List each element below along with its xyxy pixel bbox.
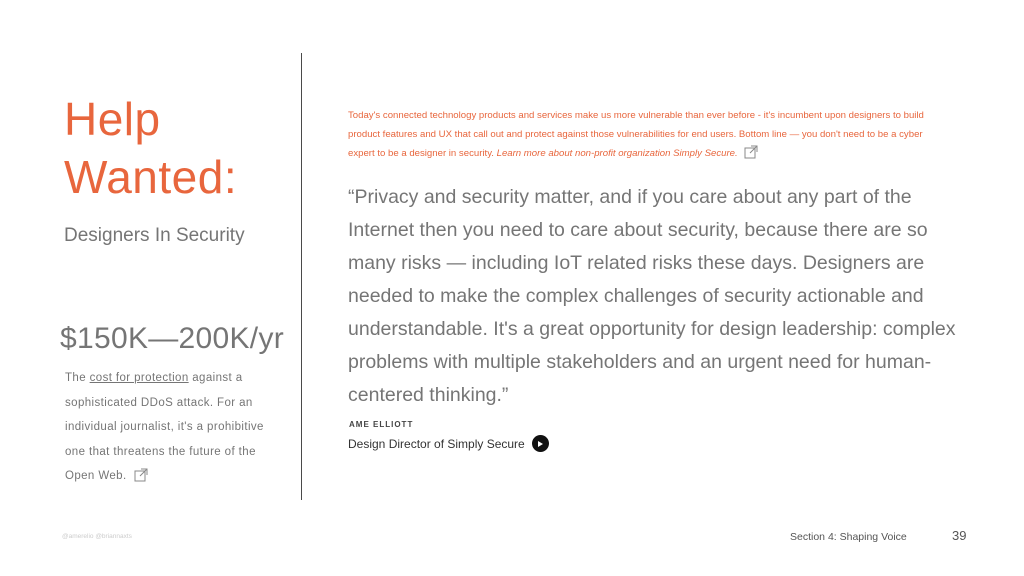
- quote-text: “Privacy and security matter, and if you care about any part of the Internet then you need to care about security, because there are so many risks — including IoT related risks these days. Designers are needed to make the complex challenges of security actionable and understandable. It's a great opportunity for design leadership: complex problems with multiple stakeholders and an urgent need for human-centered thinking.”: [348, 186, 956, 406]
- play-icon[interactable]: [532, 435, 549, 452]
- footer-credit: @amerelio @briannaxts: [62, 533, 132, 540]
- author-name: AME ELLIOTT: [349, 420, 414, 429]
- simply-secure-link[interactable]: Learn more about non-profit organization Simply Secure.: [496, 148, 738, 159]
- title-line-2: Wanted:: [64, 151, 238, 203]
- intro-text: Today's connected technology products and services make us more vulnerable than ever before - it's incumbent upon designers to build product features and UX that call out and protect against those vulnerabilities for end users. Bottom line — you don't need to be a cyber expert to be a designer in security.: [348, 110, 924, 159]
- salary-range: $150K—200K/yr: [60, 322, 285, 355]
- author-role-row: [348, 435, 549, 452]
- cost-for-protection-link[interactable]: cost for protection: [89, 372, 189, 384]
- title-line-1: Help: [64, 93, 161, 145]
- page-number: 39: [952, 528, 967, 543]
- intro-paragraph: [348, 106, 948, 166]
- external-link-icon[interactable]: [744, 145, 758, 166]
- author-role: Design Director of Simply Secure: [348, 436, 525, 451]
- cost-description-prefix: The: [65, 372, 90, 384]
- cost-description: [65, 366, 280, 492]
- external-link-icon[interactable]: [134, 467, 148, 492]
- page-subtitle: Designers In Security: [64, 225, 245, 246]
- footer-section: Section 4: Shaping Voice: [790, 531, 907, 543]
- page-title: [64, 90, 237, 206]
- cost-description-body: against a sophisticated DDoS attack. For an individual journalist, it's a prohibitive one that threatens the future of the Open Web.: [65, 372, 264, 482]
- vertical-divider: [301, 53, 302, 500]
